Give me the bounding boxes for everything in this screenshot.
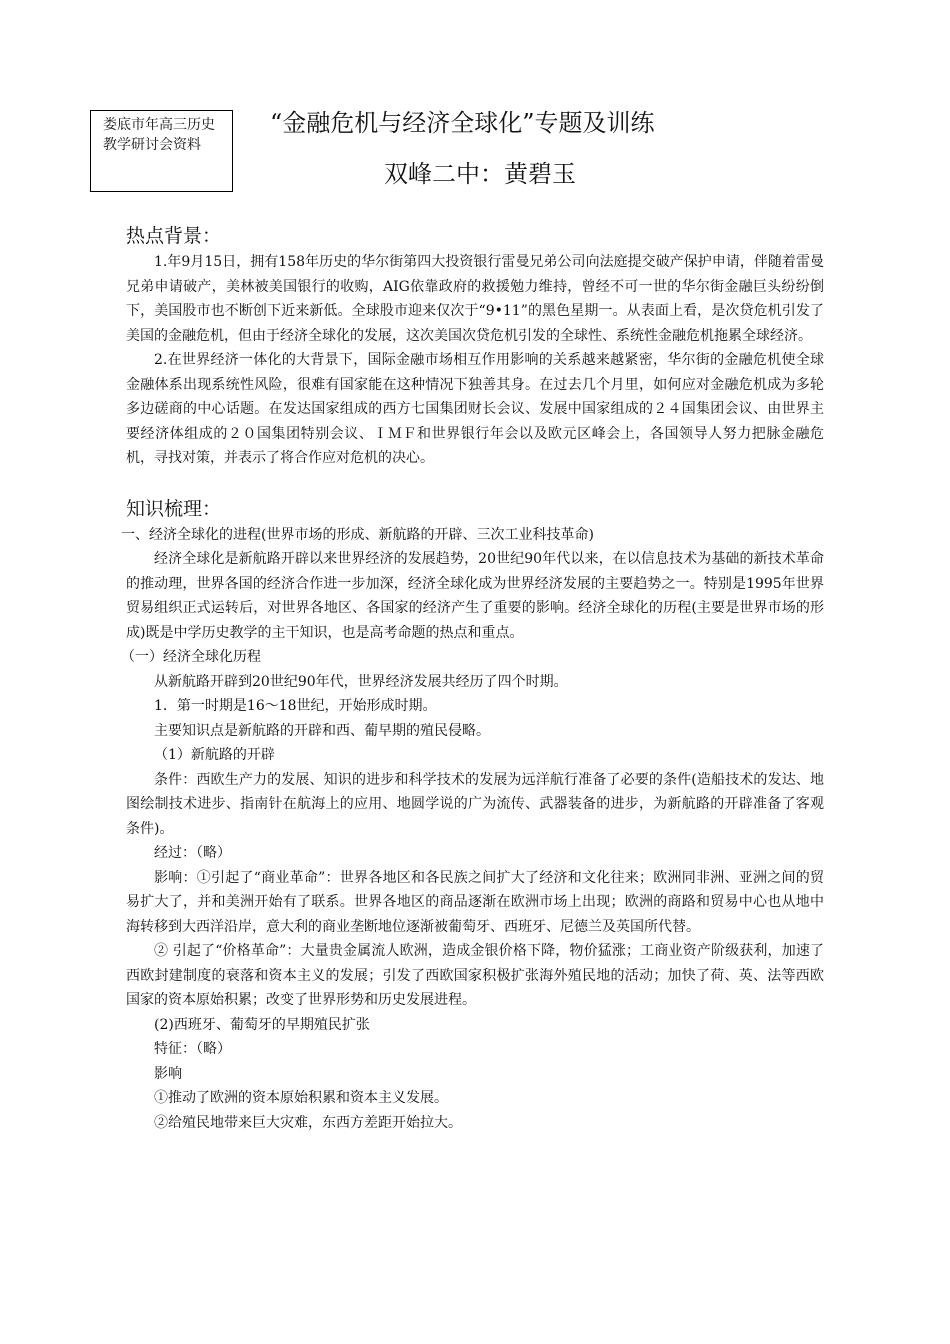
- colonial-expansion-heading: (2)西班牙、葡萄牙的早期殖民扩张: [154, 1016, 370, 1033]
- background-paragraph-1: 1.年9月15日，拥有158年历史的华尔街第四大投资银行雷曼兄弟公司向法庭提交破产保护申请，伴随着雷曼兄弟申请破产，美林被美国银行的收购，AIG依靠政府的救援勉力维持，曾经不可一世的华尔街金融巨头纷纷倒下，美国股市也不断创下近来新低。全球股市迎来仅次于“9•11”的黑色星期一。从表面上看，是次贷危机引发了美国的金融危机，但由于经济全球化的发展，这次美国次贷危机引发的全球性、系统性金融危机拖累全球经济。: [126, 254, 824, 344]
- main-knowledge-points: 主要知识点是新航路的开辟和西、葡早期的殖民侵略。: [154, 722, 490, 739]
- subsection-one-title: （一）经济全球化历程: [121, 649, 261, 665]
- effect-two: ②给殖民地带来巨大灾难，东西方差距开始拉大。: [154, 1114, 462, 1131]
- section-one-title: 一、经济全球化的进程(世界市场的形成、新航路的开辟、三次工业科技革命): [121, 526, 594, 543]
- author-line: 双峰二中：黄碧玉: [384, 160, 576, 188]
- background-paragraph-2: 2.在世界经济一体化的大背景下，国际金融市场相互作用影响的关系越来越紧密，华尔街的金融危机使全球金融体系出现系统性风险，很难有国家能在这种情况下独善其身。在过去几个月里，如何应对金融危机成为多轮多边磋商的中心话题。在发达国家组成的西方七国集团财长会议、发展中国家组成的２４国集团会议、由世界主要经济体组成的２０国集团特别会议、ＩＭＦ和世界银行年会以及欧元区峰会上，各国领导人努力把脉金融危机，寻找对策，并表示了将合作应对危机的决心。: [126, 352, 824, 466]
- periods-overview: 从新航路开辟到20世纪90年代，世界经济发展共经历了四个时期。: [154, 673, 568, 690]
- period-one: 1．第一时期是16～18世纪，开始形成时期。: [154, 698, 437, 714]
- influence-commercial-revolution: 影响：①引起了“商业革命”：世界各地区和各民族之间扩大了经济和文化往来；欧洲同非洲、亚洲之间的贸易扩大了，并和美洲开始有了联系。世界各地区的商品逐渐在欧洲市场上出现；欧洲的商路和贸易中心也从地中海转移到大西洋沿岸，意大利的商业垄断地位逐渐被葡萄牙、西班牙、尼德兰及英国所代替。: [126, 869, 824, 935]
- page-title: “金融危机与经济全球化”专题及训练: [270, 109, 655, 137]
- globalization-intro: 经济全球化是新航路开辟以来世界经济的发展趋势，20世纪90年代以来，在以信息技术为基础的新技术革命的推动理，世界各国的经济合作进一步加深，经济全球化成为世界经济发展的主要趋势之一。特别是1995年世界贸易组织正式运转后，对世界各地区、各国家的经济产生了重要的影响。经济全球化的历程(主要是世界市场的形成)既是中学历史教学的主干知识，也是高考命题的热点和重点。: [126, 551, 824, 641]
- hot-background-heading: 热点背景：: [126, 225, 222, 247]
- new-route-heading: （1）新航路的开辟: [154, 747, 275, 763]
- influence-price-revolution: ② 引起了“价格革命”：大量贵金属流人欧洲，造成金银价格下降，物价猛涨；工商业资产阶级获利，加速了西欧封建制度的衰落和资本主义的发展；引发了西欧国家积极扩张海外殖民地的活动；加快了荷、英、法等西欧国家的资本原始积累；改变了世界形势和历史发展进程。: [126, 943, 824, 1008]
- process-line: 经过：（略）: [154, 845, 231, 861]
- section-spacer: [126, 471, 824, 495]
- seminar-note-text: 娄底市年高三历史教学研讨会资料: [103, 117, 215, 153]
- document-body: [121, 222, 824, 1135]
- seminar-note-box: [90, 110, 233, 192]
- conditions-paragraph: 条件：西欧生产力的发展、知识的进步和科学技术的发展为远洋航行准备了必要的条件(造船技术的发达、地图绘制技术进步、指南针在航海上的应用、地圆学说的广为流传、武器装备的进步，为新航路的开辟准备了客观条件)。: [126, 771, 824, 837]
- features-line: 特征：（略）: [154, 1041, 231, 1057]
- effect-one: ①推动了欧洲的资本原始积累和资本主义发展。: [154, 1090, 448, 1106]
- effect-label: 影响: [154, 1065, 182, 1082]
- knowledge-heading: 知识梳理：: [126, 497, 222, 520]
